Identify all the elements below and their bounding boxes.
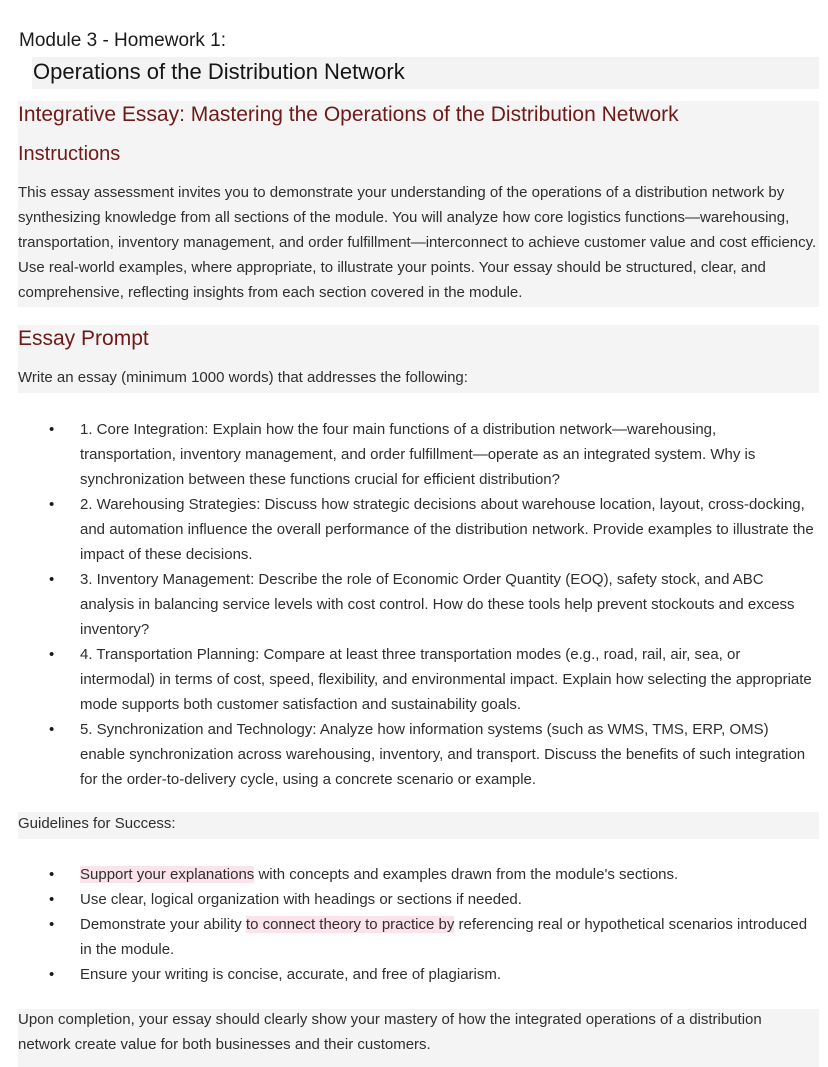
list-item: • 5. Synchronization and Technology: Analyze how information systems (such as WMS, TMS, ERP, OMS) enable synchronization across warehousing, inventory, and transport. Discuss the benefits of such integration for the order-to-delivery cycle, using a concrete scenario or example. <box>0 717 828 792</box>
highlighted-text[interactable]: Support your explanations <box>80 866 255 883</box>
list-item: • 4. Transportation Planning: Compare at least three transportation modes (e.g., road, rail, air, sea, or intermodal) in terms of cost, speed, flexibility, and environmental impact. Explain how selecting the appropriate mode supports both customer satisfaction and sustainability goals. <box>0 642 828 717</box>
guidelines-list <box>0 862 828 987</box>
instructions-body: This essay assessment invites you to demonstrate your understanding of the operations of a distribution network by synthesizing knowledge from all sections of the module. You will analyze how core logistics functions—warehousing, transportation, inventory management, and order fulfillment—interconnect to achieve customer value and cost efficiency. Use real-world examples, where appropriate, to illustrate your points. Your essay should be structured, clear, and comprehensive, reflecting insights from each section covered in the module. <box>18 184 817 301</box>
bullet-icon: • <box>49 496 55 513</box>
bullet-icon: • <box>49 646 55 663</box>
bullet-icon: • <box>49 916 55 933</box>
list-item: • Support your explanations with concepts and examples drawn from the module's sections. <box>0 862 828 887</box>
bullet-icon: • <box>49 891 55 908</box>
list-item: • Ensure your writing is concise, accurate, and free of plagiarism. <box>0 962 828 987</box>
list-item: • 3. Inventory Management: Describe the role of Economic Order Quantity (EOQ), safety stock, and ABC analysis in balancing service levels with cost control. How do these tools help prevent stockouts and excess inventory? <box>0 567 828 642</box>
guidelines-heading: Guidelines for Success: <box>18 815 176 832</box>
highlighted-text[interactable]: to connect theory to practice by <box>245 916 455 933</box>
bullet-icon: • <box>49 421 55 438</box>
instructions-heading: Instructions <box>18 143 121 165</box>
bullet-icon: • <box>49 721 55 738</box>
module-label: Module 3 - Homework 1: <box>19 30 226 51</box>
page-title: Operations of the Distribution Network <box>33 59 405 84</box>
essay-prompt-intro: Write an essay (minimum 1000 words) that addresses the following: <box>18 369 468 386</box>
list-item: • Demonstrate your ability to connect theory to practice by referencing real or hypothetical scenarios introduced in the module. <box>0 912 828 962</box>
bullet-icon: • <box>49 571 55 588</box>
bullet-icon: • <box>49 866 55 883</box>
list-item: • 1. Core Integration: Explain how the four main functions of a distribution network—warehousing, transportation, inventory management, and order fulfillment—operate as an integrated system. Why is synchronization between these functions crucial for efficient distribution? <box>0 417 828 492</box>
prompt-list <box>0 417 828 792</box>
essay-prompt-heading: Essay Prompt <box>18 327 149 350</box>
closing-paragraph: Upon completion, your essay should clearly show your mastery of how the integrated operations of a distribution network create value for both businesses and their customers. <box>18 1011 762 1053</box>
bullet-icon: • <box>49 966 55 983</box>
list-item: • 2. Warehousing Strategies: Discuss how strategic decisions about warehouse location, layout, cross-docking, and automation influence the overall performance of the distribution network. Provide examples to illustrate the impact of these decisions. <box>0 492 828 567</box>
list-item: • Use clear, logical organization with headings or sections if needed. <box>0 887 828 912</box>
essay-title: Integrative Essay: Mastering the Operations of the Distribution Network <box>18 103 679 126</box>
